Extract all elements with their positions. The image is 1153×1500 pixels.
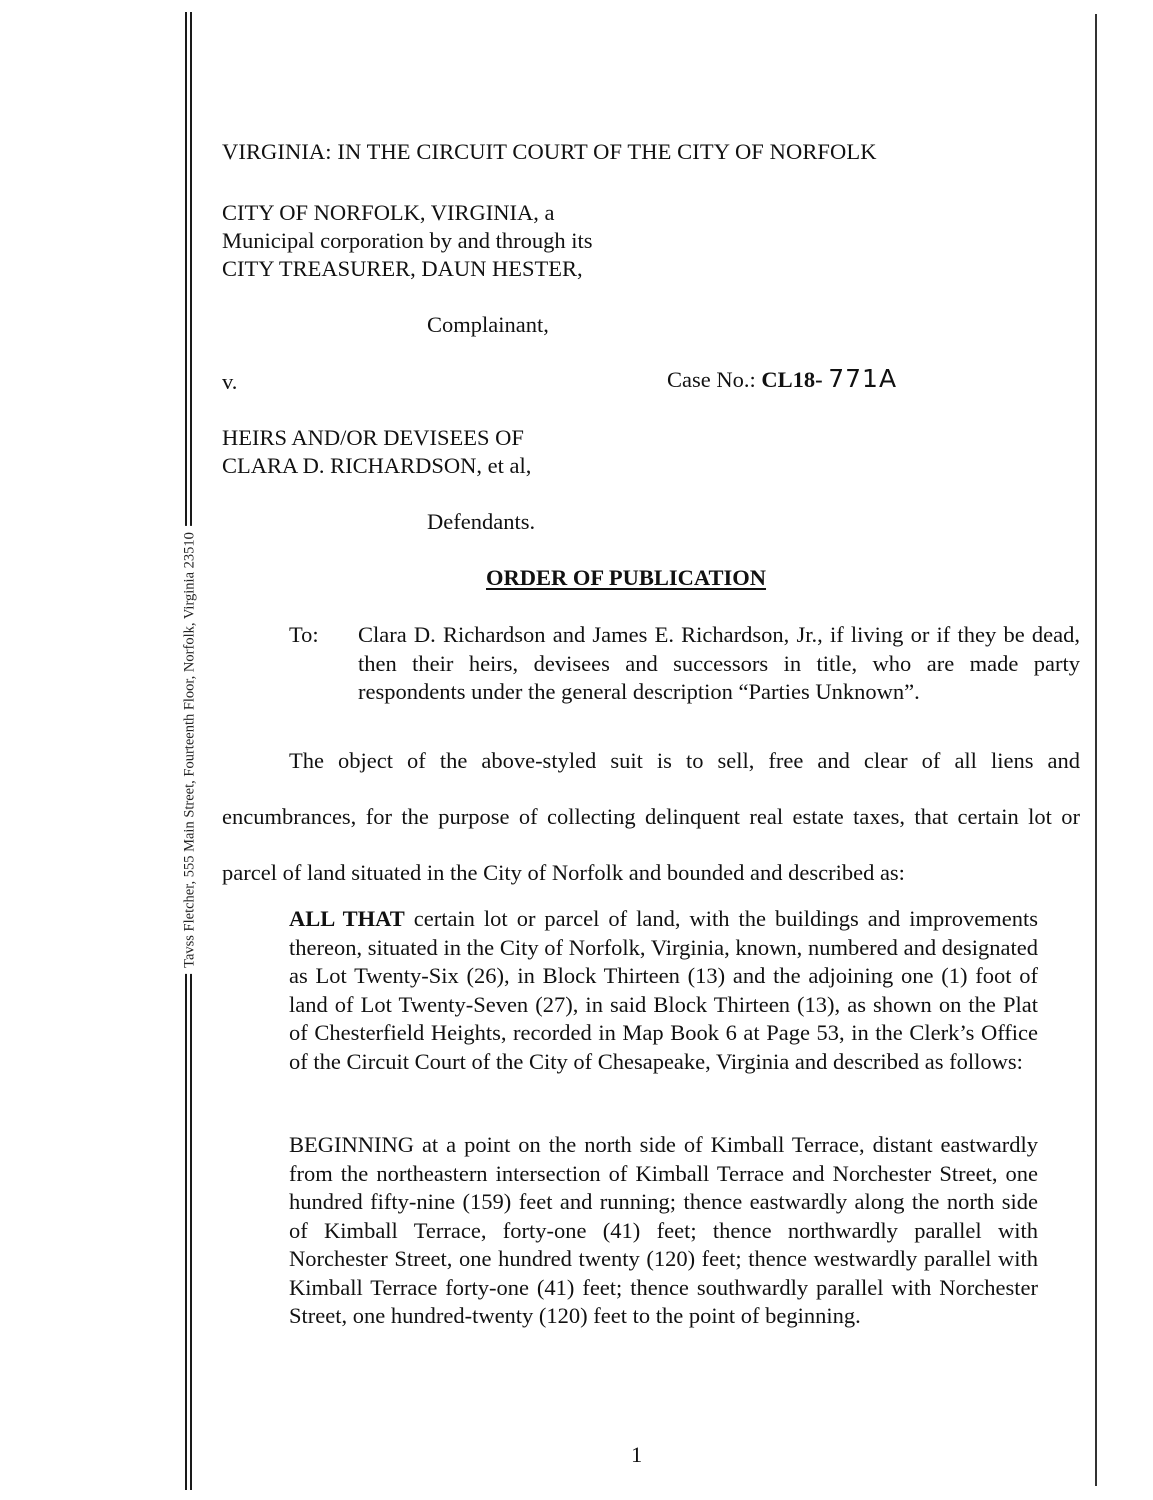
addressee-text: Clara D. Richardson and James E. Richardson, Jr., if living or if they be dead, then their heirs, devisees and successors in title, who are made party respondents under the general description “Parties Unknown”.	[358, 622, 1080, 704]
case-number-handwritten: 771A	[828, 364, 898, 393]
complainant-line: Municipal corporation by and through its	[222, 228, 593, 253]
case-number-prefix: CL18-	[761, 367, 823, 392]
right-margin-rule	[1095, 14, 1097, 1486]
complainant-role-label: Complainant,	[427, 312, 549, 337]
addressee-label: To:	[289, 622, 319, 647]
object-of-suit-paragraph: The object of the above-styled suit is to sell, free and clear of all liens and encumbrances, for the purpose of collecting delinquent real estate taxes, that certain lot or parcel of land situated in the City of Norfolk and bounded and described as:	[222, 748, 1080, 885]
court-heading: VIRGINIA: IN THE CIRCUIT COURT OF THE CITY OF NORFOLK	[222, 139, 877, 164]
defendant-line: HEIRS AND/OR DEVISEES OF	[222, 425, 524, 450]
case-number	[667, 365, 897, 394]
property-description-paragraph	[289, 905, 1038, 1076]
defendant-name-block	[222, 424, 531, 480]
property-description-lead: ALL THAT	[289, 906, 405, 931]
complainant-line: CITY OF NORFOLK, VIRGINIA, a	[222, 200, 555, 225]
metes-and-bounds-paragraph: BEGINNING at a point on the north side of Kimball Terrace, distant eastwardly from the northeastern intersection of Kimball Terrace and Norchester Street, one hundred fifty-nine (159) feet and running; thence eastwardly along the north side of Kimball Terrace, forty-one (41) feet; thence northwardly parallel with Norchester Street, one hundred twenty (120) feet; thence westwardly parallel with Kimball Terrace forty-one (41) feet; thence southwardly parallel with Norchester Street, one hundred-twenty (120) feet to the point of beginning.	[289, 1132, 1038, 1328]
complainant-name-block	[222, 199, 593, 283]
complainant-line: CITY TREASURER, DAUN HESTER,	[222, 256, 583, 281]
case-number-label: Case No.:	[667, 367, 762, 392]
law-firm-address: Tavss Fletcher, 555 Main Street, Fourteenth Floor, Norfolk, Virginia 23510	[182, 526, 199, 974]
defendant-line: CLARA D. RICHARDSON, et al,	[222, 453, 532, 478]
defendant-role-label: Defendants.	[427, 509, 536, 534]
document-title: ORDER OF PUBLICATION	[486, 565, 767, 590]
property-description-text: certain lot or parcel of land, with the buildings and improvements thereon, situated in the City of Norfolk, Virginia, known, numbered and designated as Lot Twenty-Six (26), in Block Thirteen (13) and the adjoining one (1) foot of land of Lot Twenty-Seven (27), in said Block Thirteen (13), as shown on the Plat of Chesterfield Heights, recorded in Map Book 6 at Page 53, in the Clerk’s Office of the Circuit Court of the City of Chesapeake, Virginia and described as follows:	[289, 906, 1038, 1074]
versus-label: v.	[222, 369, 238, 394]
page-number: 1	[631, 1442, 643, 1467]
